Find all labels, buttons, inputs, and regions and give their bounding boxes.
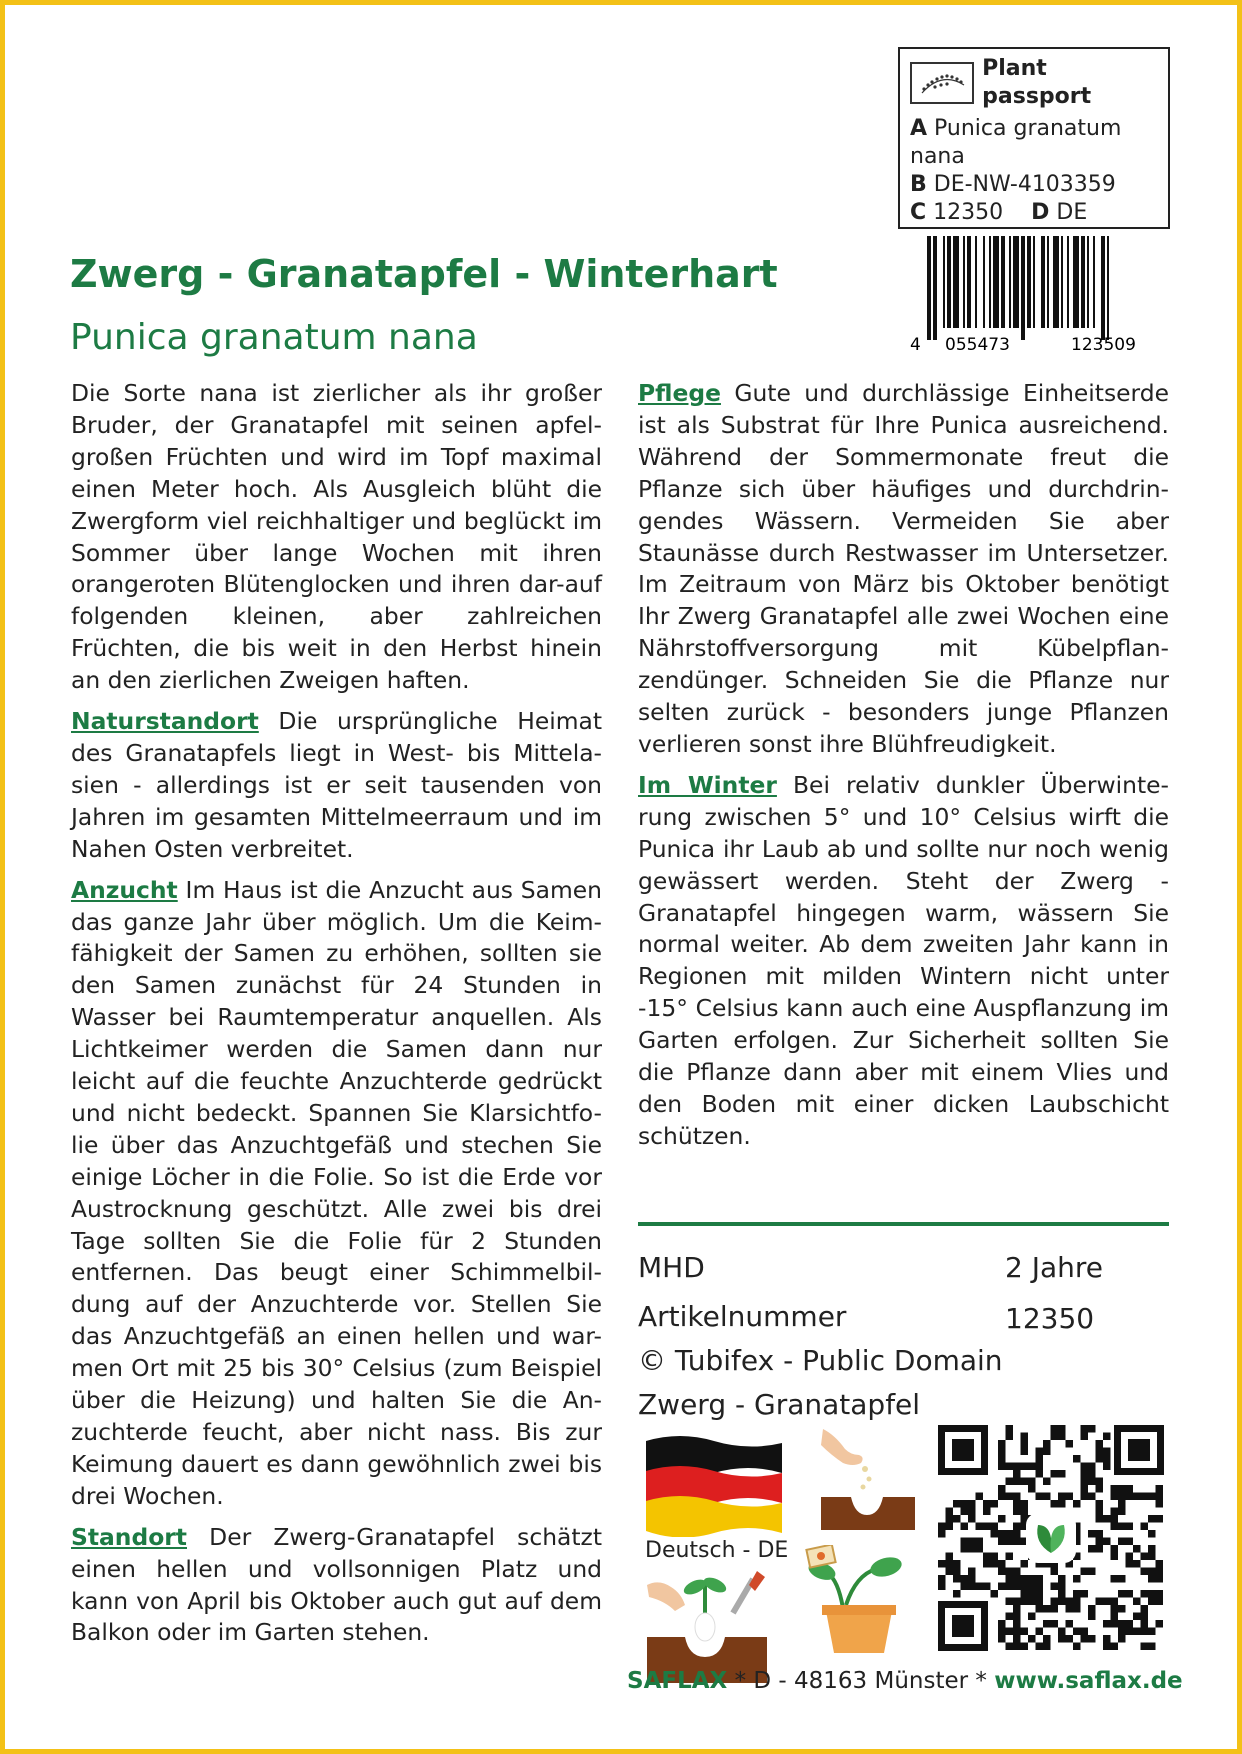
mhd-label: MHD: [638, 1251, 705, 1284]
seedling-planting-icon: [645, 1565, 770, 1685]
right-column: [638, 378, 1169, 1162]
pflege-paragraph: [638, 378, 1169, 761]
anzucht-heading: Anzucht: [71, 875, 178, 904]
intro-paragraph: Die Sorte nana ist zierlicher als ihr großer Bruder, der Granatapfel mit seinen apfel-großen Früchten und wird im Topf maximal einen Meter hoch. Als Ausgleich blüht die Zwergform viel reichhaltiger und beglückt im Sommer über lange Wochen mit ihren orangeroten Blütenglocken und ihren dar-auf folgenden kleinen, aber zahlreichen Früchten, die bis weit in den Herbst hinein an den zierlichen Zweigen haften.: [71, 379, 602, 695]
standort-text: Der Zwerg-Granatapfel schätzt einen hellen und vollsonnigen Platz und kann von April bis Oktober auch gut auf dem Balkon oder im Garten stehen.: [71, 1522, 602, 1647]
copyright-line: © Tubifex - Public Domain: [638, 1344, 1003, 1377]
pflege-text: Gute und durchlässige Einheitserde ist als Substrat für Ihre Punica ausreichend. Während der Sommermonate freut die Pflanze sich über häufiges und durchdrin-gendes Wässern. Vermeiden Sie aber Staunässe durch Restwasser im Untersetzer. Im Zeitraum von März bis Oktober benötigt Ihr Zwerg Granatapfel alle zwei Wochen eine Nährstoffversorgung mit Kübelpflan-zendünger. Schneiden Sie die Pflanze nur selten zurück - besonders junge Pflanzen verlieren sonst ihre Blühfreudigkeit.: [638, 379, 1169, 758]
qr-code-icon: [938, 1425, 1164, 1651]
mhd-value: 2 Jahre: [1005, 1251, 1103, 1284]
pflege-heading: Pflege: [638, 379, 721, 407]
passport-d-value: DE: [1056, 200, 1088, 225]
passport-b-letter: B: [910, 172, 927, 197]
passport-a-value-2: nana: [910, 144, 965, 169]
passport-a-letter: A: [910, 116, 928, 141]
plant-passport: [898, 47, 1170, 229]
standort-heading: Standort: [71, 1522, 187, 1551]
botanical-name: Punica granatum nana: [70, 317, 478, 358]
website-link[interactable]: www.saflax.de: [994, 1668, 1183, 1694]
brand-name: SAFLAX: [627, 1668, 728, 1694]
passport-a-value: Punica granatum: [934, 116, 1122, 141]
naturstandort-paragraph: [71, 706, 602, 866]
germany-flag-icon: [644, 1433, 786, 1537]
naturstandort-heading: Naturstandort: [71, 707, 259, 736]
winter-heading: Im Winter: [638, 770, 777, 799]
barcode-digit-1: 4: [910, 335, 921, 355]
page-title: Zwerg - Granatapfel - Winterhart: [70, 252, 778, 296]
potted-seedling-icon: [800, 1545, 910, 1655]
eu-organic-logo-icon: [910, 62, 974, 104]
passport-c-letter: C: [910, 200, 927, 225]
product-name: Zwerg - Granatapfel: [638, 1388, 921, 1421]
anzucht-paragraph: [71, 875, 602, 1513]
passport-d-letter: D: [1031, 200, 1050, 225]
barcode-group-2: 123509: [1071, 335, 1136, 355]
footer: [627, 1668, 1183, 1694]
left-column: [71, 378, 602, 1658]
standort-paragraph: [71, 1522, 602, 1650]
passport-title: Plant passport: [982, 56, 1092, 109]
winter-paragraph: [638, 770, 1169, 1153]
language-label: Deutsch - DE: [645, 1538, 789, 1563]
passport-b-value: DE-NW-4103359: [933, 172, 1116, 197]
passport-c-value: 12350: [933, 200, 1004, 225]
sowing-hand-icon: [815, 1425, 920, 1535]
winter-text: Bei relativ dunkler Überwinte-rung zwischen 5° und 10° Celsius wirft die Punica ihr Laub ab und sollte nur noch wenig gewässert werden. Steht der Zwerg - Granatapfel hingegen warm, wässern Sie normal weiter. Ab dem zweiten Jahr kann in Regionen mit milden Wintern nicht unter -15° Celsius kann auch eine Auspflanzung im Garten erfolgen. Zur Sicherheit sollten Sie die Pflanze dann aber mit einem Vlies und den Boden mit einer dicken Laubschicht schützen.: [638, 770, 1169, 1150]
barcode-icon: [905, 236, 1171, 356]
article-number-label: Artikelnummer: [638, 1300, 847, 1333]
naturstandort-text: Die ursprüngliche Heimat des Granatapfels liegt in West- bis Mittela-sien - allerdings ist er seit tausenden von Jahren im gesamten Mittelmeerraum und im Nahen Osten verbreitet.: [71, 707, 602, 863]
anzucht-text: Im Haus ist die Anzucht aus Samen das ganze Jahr über möglich. Um die Keim-fähigkeit der Samen zu erhöhen, sollten sie den Samen zunächst für 24 Stunden in Wasser bei Raumtemperatur anquellen. Als Lichtkeimer werden die Samen dann nur leicht auf die feuchte Anzuchterde gedrückt und nicht bedeckt. Spannen Sie Klarsichtfo-lie über das Anzuchtgefäß und stechen Sie einige Löcher in die Folie. So ist die Erde vor Austrocknung geschützt. Alle zwei bis drei Tage sollten Sie die Folie für 2 Stunden entfernen. Das beugt einer Schimmelbil-dung auf der Anzuchterde vor. Stellen Sie das Anzuchtgefäß an einen hellen und war-men Ort mit 25 bis 30° Celsius (zum Beispiel über die Heizung) und halten Sie die An-zuchterde feucht, aber nicht nass. Bis zur Keimung dauert es dann gewöhnlich zwei bis drei Wochen.: [71, 875, 602, 1510]
article-number-value: 12350: [1005, 1302, 1095, 1335]
footer-address: * D - 48163 Münster *: [727, 1668, 995, 1694]
divider-rule: [638, 1222, 1169, 1226]
barcode-group-1: 055473: [945, 335, 1010, 355]
